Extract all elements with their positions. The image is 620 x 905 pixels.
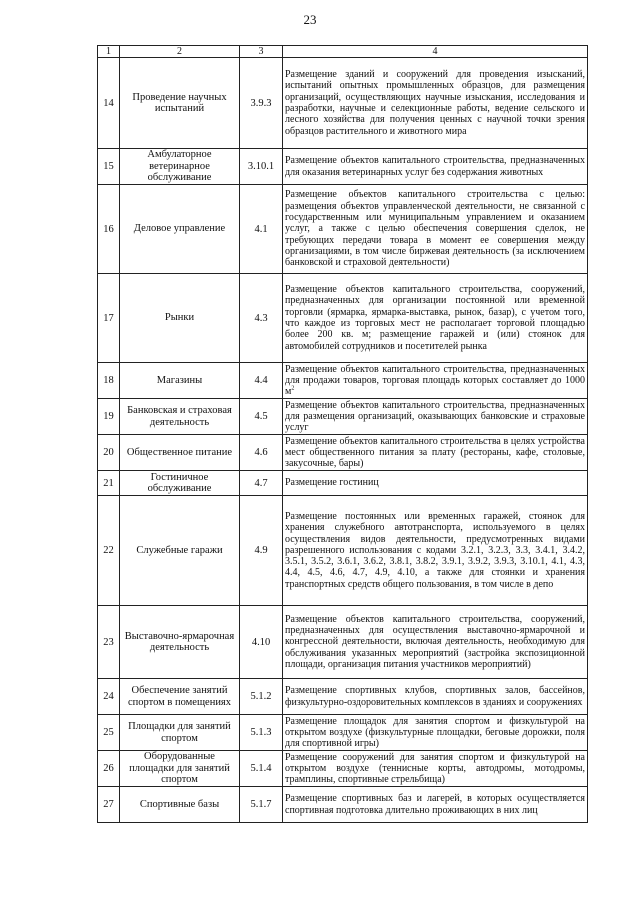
- usage-description: Размещение объектов капитального строительства, сооружений, предназначенных для осуществления выставочно-ярмарочной и конгрессной деятельности, включая деятельность, необходимую для обслуживания указанных мероприятий (застройка экспозиционной площади, организация питания участников мероприятий): [283, 606, 588, 679]
- usage-description: Размещение сооружений для занятия спортом и физкультурой на открытом воздухе (теннисные корты, автодромы, мотодромы, трамплины, спортивные стрельбища): [283, 751, 588, 787]
- usage-code: 4.1: [240, 185, 283, 274]
- usage-code: 4.6: [240, 435, 283, 471]
- usage-description: Размещение объектов капитального строительства, предназначенных для размещения организаций, оказывающих банковские и страховые услуг: [283, 399, 588, 435]
- usage-code: 5.1.7: [240, 787, 283, 823]
- land-use-table: [97, 45, 588, 823]
- row-number: 16: [98, 185, 120, 274]
- usage-code: 5.1.2: [240, 679, 283, 715]
- row-number: 14: [98, 58, 120, 149]
- table-row: [98, 185, 588, 274]
- usage-description: Размещение постоянных или временных гаражей, стоянок для хранения служебного автотранспорта, используемого в целях осуществления видов деятельности, предусмотренных видами разрешенного использования с кодами 3.2.1, 3.2.3, 3.3, 3.4.1, 3.4.2, 3.5.1, 3.5.2, 3.6.1, 3.6.2, 3.8.1, 3.8.2, 3.9.1, 3.9.2, 3.9.3, 3.10.1, 4.1, 4.3, 4.4, 4.5, 4.6, 4.7, 4.9, 4.10, а также для стоянки и хранения транспортных средств общего пользования, в том числе в депо: [283, 496, 588, 606]
- usage-description: Размещение объектов капитального строительства, предназначенных для оказания ветеринарных услуг без содержания животных: [283, 149, 588, 185]
- usage-name: Спортивные базы: [120, 787, 240, 823]
- header-cell: 3: [240, 46, 283, 58]
- usage-name: Общественное питание: [120, 435, 240, 471]
- usage-code: 3.9.3: [240, 58, 283, 149]
- row-number: 15: [98, 149, 120, 185]
- table-row: [98, 715, 588, 751]
- usage-description: Размещение объектов капитального строительства в целях устройства мест общественного питания за плату (рестораны, кафе, столовые, закусочные, бары): [283, 435, 588, 471]
- usage-name: Гостиничное обслуживание: [120, 471, 240, 496]
- row-number: 17: [98, 274, 120, 363]
- usage-code: 4.9: [240, 496, 283, 606]
- usage-description: Размещение объектов капитального строительства, сооружений, предназначенных для организации постоянной или временной торговли (ярмарка, ярмарка-выставка, рынок, базар), с учетом того, что каждое из торговых мест не располагает торговой площадью более 200 кв. м; размещение гаражей и (или) стоянок для автомобилей сотрудников и посетителей рынка: [283, 274, 588, 363]
- row-number: 24: [98, 679, 120, 715]
- usage-code: 4.10: [240, 606, 283, 679]
- header-cell: 2: [120, 46, 240, 58]
- usage-name: Магазины: [120, 363, 240, 399]
- row-number: 20: [98, 435, 120, 471]
- header-cell: 4: [283, 46, 588, 58]
- usage-code: 4.5: [240, 399, 283, 435]
- table-row: [98, 149, 588, 185]
- usage-name: Рынки: [120, 274, 240, 363]
- usage-description: Размещение гостиниц: [283, 471, 588, 496]
- superscript: 2: [291, 385, 295, 392]
- usage-code: 4.3: [240, 274, 283, 363]
- table-row: [98, 787, 588, 823]
- usage-description: Размещение спортивных баз и лагерей, в которых осуществляется спортивная подготовка длительно проживающих в них лиц: [283, 787, 588, 823]
- usage-description: Размещение площадок для занятия спортом и физкультурой на открытом воздухе (физкультурные площадки, беговые дорожки, поля для спортивной игры): [283, 715, 588, 751]
- usage-code: 5.1.3: [240, 715, 283, 751]
- row-number: 22: [98, 496, 120, 606]
- usage-description: Размещение объектов капитального строительства с целью: размещения объектов управленческой деятельности, не связанной с государственным или муниципальным управлением и оказанием услуг, а также с целью обеспечения совершения сделок, не требующих передачи товара в момент ее совершения между организациями, в том числе биржевая деятельность (за исключением банковской и страховой деятельности): [283, 185, 588, 274]
- usage-description: Размещение объектов капитального строительства, предназначенных для продажи товаров, торговая площадь которых составляет до 1000 $м^2$: [283, 363, 588, 399]
- table-row: [98, 496, 588, 606]
- usage-code: 5.1.4: [240, 751, 283, 787]
- usage-description: Размещение спортивных клубов, спортивных залов, бассейнов, физкультурно-оздоровительных комплексов в зданиях и сооружениях: [283, 679, 588, 715]
- header-cell: 1: [98, 46, 120, 58]
- page-number: 23: [303, 12, 317, 27]
- usage-name: Оборудованные площадки для занятий спортом: [120, 751, 240, 787]
- table-row: [98, 751, 588, 787]
- table-row: [98, 399, 588, 435]
- row-number: 18: [98, 363, 120, 399]
- usage-code: 4.7: [240, 471, 283, 496]
- row-number: 19: [98, 399, 120, 435]
- usage-name: Банковская и страховая деятельность: [120, 399, 240, 435]
- row-number: 26: [98, 751, 120, 787]
- table-row: [98, 363, 588, 399]
- usage-description: Размещение зданий и сооружений для проведения изысканий, испытаний опытных промышленных образцов, для размещения организаций, осуществляющих научные изыскания, исследования и разработки, научные и селекционные работы, ведение сельского и лесного хозяйства для получения ценных с научной точки зрения образцов растительного и животного мира: [283, 58, 588, 149]
- row-number: 25: [98, 715, 120, 751]
- usage-name: Проведение научных испытаний: [120, 58, 240, 149]
- usage-name: Выставочно-ярмарочная деятельность: [120, 606, 240, 679]
- table-row: [98, 274, 588, 363]
- table-row: [98, 471, 588, 496]
- usage-code: 4.4: [240, 363, 283, 399]
- table-row: [98, 679, 588, 715]
- row-number: 27: [98, 787, 120, 823]
- row-number: 21: [98, 471, 120, 496]
- usage-code: 3.10.1: [240, 149, 283, 185]
- table-row: [98, 435, 588, 471]
- row-number: 23: [98, 606, 120, 679]
- usage-name: Площадки для занятий спортом: [120, 715, 240, 751]
- table-row: [98, 58, 588, 149]
- usage-name: Деловое управление: [120, 185, 240, 274]
- usage-name: Служебные гаражи: [120, 496, 240, 606]
- header-row: [98, 46, 588, 58]
- usage-name: Обеспечение занятий спортом в помещениях: [120, 679, 240, 715]
- usage-name: Амбулаторное ветеринарное обслуживание: [120, 149, 240, 185]
- table-row: [98, 606, 588, 679]
